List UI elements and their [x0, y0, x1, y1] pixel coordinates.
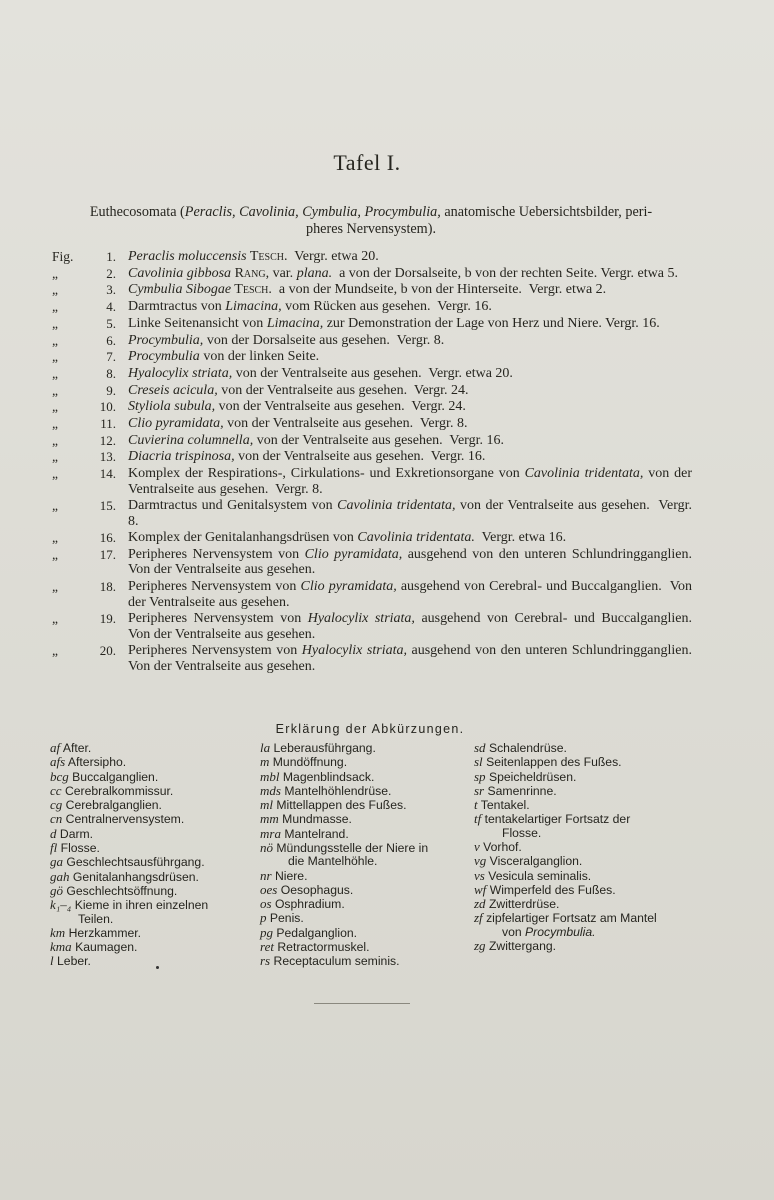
caption-text: von der Ventralseite aus gesehen. Vergr. 16.: [253, 432, 504, 448]
abbreviation-definition: Kieme in ihren einzelnen: [74, 898, 209, 913]
abbreviation-code: rs: [260, 953, 271, 969]
caption-text: von der Ventralseite aus gesehen. Vergr. 8.: [128, 466, 696, 497]
abbreviation-definition: Geschlechtsausführgang.: [66, 855, 205, 870]
figure-entry: [52, 399, 692, 414]
abbreviation-entry: [260, 926, 460, 940]
continuation-text: Teilen.: [78, 911, 114, 926]
abbreviation-code: m: [260, 754, 270, 770]
caption-text: Peripheres Nervensystem von: [128, 579, 301, 595]
figure-number: 12.: [99, 432, 116, 448]
caption-italic: Diacria trispinosa,: [128, 449, 235, 465]
caption-italic: Procymbulia: [128, 349, 200, 365]
abbreviations-column-1: [50, 741, 246, 969]
abbreviation-definition: Tentakel.: [480, 798, 530, 813]
figure-number: 17.: [99, 547, 116, 563]
abbreviation-code: nr: [260, 867, 272, 883]
abbreviation-code: zf: [474, 910, 483, 926]
figure-number: 1.: [106, 249, 116, 264]
abbreviation-entry: [474, 755, 686, 769]
abbreviation-code: mm: [260, 811, 279, 827]
abbreviations-column-2: [260, 741, 460, 969]
figure-entry: [52, 579, 696, 610]
figure-entry: [52, 547, 700, 578]
caption-italic: Procymbulia,: [128, 332, 204, 348]
abbreviation-definition: After.: [62, 741, 92, 755]
abbreviation-definition: Buccalganglien.: [72, 769, 159, 784]
caption-italic: plana.: [296, 265, 333, 281]
figure-number: 18.: [99, 579, 116, 595]
figure-number: 4.: [106, 299, 116, 315]
figure-caption: [118, 547, 700, 578]
caption-italic: Creseis acicula,: [128, 382, 218, 398]
abbreviation-entry: [260, 911, 460, 925]
abbreviation-entry: [50, 884, 246, 898]
abbreviation-definition: Oesophagus.: [280, 882, 354, 897]
abbreviation-entry: [260, 869, 460, 883]
figure-caption: [118, 530, 692, 545]
caption-author: Tesch.: [231, 282, 272, 298]
figure-lead: „: [52, 432, 58, 448]
abbreviation-code: l: [50, 953, 54, 969]
figure-entry: [52, 349, 692, 364]
caption-italic: Limacina,: [266, 315, 324, 331]
caption-italic: Cymbulia Sibogae: [128, 282, 232, 298]
print-speck: [156, 966, 159, 969]
caption-text: Linke Seitenansicht von: [128, 315, 267, 331]
figure-number: 11.: [100, 416, 116, 432]
abbreviation-definition: Leberausführgang.: [273, 741, 376, 755]
figure-caption: [118, 383, 692, 398]
abbreviation-code: gah: [50, 868, 70, 884]
figure-entry: [52, 249, 692, 264]
caption-text: a von der Dorsalseite, b von der rechten Seite. Vergr. etwa 5.: [332, 265, 678, 281]
caption-italic: Cavolinia tridentata,: [337, 498, 456, 514]
abbreviation-code: la: [260, 740, 271, 755]
figure-lead: „: [52, 611, 58, 627]
caption-text: ausgehend von Cerebral- und Buccalganglien. Von der Ventralseite aus gesehen.: [128, 611, 700, 642]
abbreviation-entry: [260, 954, 460, 968]
abbreviation-definition: Samenrinne.: [487, 783, 557, 798]
caption-author: Tesch.: [246, 249, 288, 264]
caption-text: Peripheres Nervensystem von: [128, 611, 308, 627]
caption-text: Peripheres Nervensystem von: [128, 547, 305, 563]
abbreviation-definition: Schalendrüse.: [488, 741, 567, 755]
abbreviation-code: nö: [260, 840, 273, 856]
abbreviation-code: kma: [50, 939, 72, 955]
caption-text: Komplex der Genitalanhangsdrüsen von: [128, 530, 358, 546]
abbreviation-code: v: [474, 838, 480, 854]
abbreviation-entry: [50, 827, 246, 841]
abbreviation-entry: [474, 897, 686, 911]
abbreviation-entry: [50, 870, 246, 884]
figure-number: 7.: [106, 349, 116, 365]
figure-entry: [52, 316, 692, 331]
plate-title: Tafel I.: [333, 150, 401, 175]
figure-entry: [52, 383, 692, 398]
abbreviation-code: gö: [50, 882, 63, 898]
caption-text: zur Demonstration der Lage von Herz und Niere. Vergr. 16.: [323, 315, 660, 331]
figure-caption: [118, 333, 692, 348]
caption-italic: Cavolinia tridentata.: [357, 530, 475, 546]
figure-lead: „: [52, 332, 58, 348]
caption-text: a von der Mundseite, b von der Hinterseite. Vergr. etwa 2.: [271, 282, 607, 298]
caption-text: var.: [269, 265, 297, 281]
abbreviation-definition: Seitenlappen des Fußes.: [486, 755, 622, 770]
figure-lead: „: [52, 349, 58, 365]
abbreviation-code: k₁–₄: [50, 897, 72, 913]
abbreviation-entry: [474, 840, 686, 854]
abbreviation-code: tf: [474, 811, 482, 827]
caption-italic: Peraclis moluccensis: [128, 249, 247, 264]
abbreviation-entry: [50, 855, 246, 869]
abbreviation-entry: [50, 755, 246, 769]
figure-number: 15.: [99, 498, 116, 514]
abbreviation-entry: [50, 798, 246, 812]
figure-lead: „: [52, 365, 58, 381]
figure-entry: [52, 333, 692, 348]
abbreviation-definition: zipfelartiger Fortsatz am Mantel: [486, 911, 657, 926]
abbreviation-entry: [50, 741, 246, 755]
caption-text: von der Ventralseite aus gesehen. Vergr. 16.: [234, 449, 486, 465]
abbreviation-entry: [260, 812, 460, 826]
abbreviation-definition: Retractormuskel.: [277, 940, 370, 955]
figure-entry: [52, 433, 692, 448]
abbreviation-code: sr: [474, 782, 485, 798]
abbreviation-entry: [474, 812, 686, 826]
caption-text: von der Ventralseite aus gesehen. Vergr. 8.: [128, 498, 696, 529]
abbreviation-definition: Pedalganglion.: [276, 925, 358, 940]
abbreviation-definition: tentakelartiger Fortsatz der: [484, 812, 631, 827]
abbreviation-definition: Mantelhöhlendrüse.: [284, 783, 392, 798]
abbreviation-entry: [474, 798, 686, 812]
caption-text: von der Dorsalseite aus gesehen. Vergr. 8.: [203, 332, 445, 348]
figure-caption: [118, 611, 700, 642]
abbreviation-definition: Genitalanhangsdrüsen.: [72, 869, 199, 884]
abbreviation-code: t: [474, 797, 478, 813]
caption-italic: Clio pyramidata,: [304, 547, 403, 563]
figure-lead: „: [52, 299, 58, 315]
abbreviation-entry: [474, 911, 686, 925]
abbreviation-entry: [50, 770, 246, 784]
figure-entry: [52, 466, 696, 497]
abbreviations-heading: Erklärung der Abkürzungen.: [275, 722, 465, 736]
abbreviation-entry: [50, 784, 246, 798]
caption-text: Darmtractus von: [128, 299, 226, 315]
abbreviation-code: cn: [50, 811, 63, 827]
figure-number: 20.: [99, 643, 116, 659]
abbreviation-code: mra: [260, 825, 281, 841]
figure-entry: [52, 299, 692, 314]
abbreviation-definition: Receptaculum seminis.: [273, 954, 400, 969]
abbreviation-continuation: [474, 827, 686, 840]
abbreviation-entry: [474, 854, 686, 868]
abbreviation-entry: [474, 741, 686, 755]
caption-italic: Styliola subula,: [128, 399, 216, 415]
abbreviation-code: fl: [50, 840, 58, 856]
abbreviation-definition: Zwittergang.: [488, 938, 557, 953]
figure-number: 2.: [106, 265, 116, 281]
abbreviation-code: zd: [474, 896, 486, 912]
figure-caption: [118, 449, 692, 464]
figure-caption: [118, 579, 696, 610]
caption-italic: Hyalocylix striata,: [301, 643, 407, 659]
figure-caption: [118, 299, 692, 314]
abbreviation-definition: Penis.: [269, 911, 304, 926]
abbreviation-code: afs: [50, 754, 66, 770]
plate-description: [56, 204, 686, 238]
intro-taxa: Peraclis, Cavolinia, Cymbulia, Procymbulia,: [184, 204, 441, 220]
abbreviation-definition: Mündungsstelle der Niere in: [276, 841, 429, 856]
abbreviation-entry: [260, 770, 460, 784]
figure-lead: „: [52, 498, 58, 514]
abbreviation-code: wf: [474, 881, 487, 897]
figure-caption: [118, 466, 696, 497]
figure-number: 8.: [106, 365, 116, 381]
abbreviation-definition: Osphradium.: [274, 897, 345, 912]
caption-italic: Hyalocylix striata,: [307, 611, 415, 627]
abbreviation-entry: [50, 841, 246, 855]
figure-number: 6.: [106, 332, 116, 348]
figure-lead: „: [52, 315, 58, 331]
abbreviation-entry: [260, 940, 460, 954]
caption-italic: Cavolinia gibbosa: [128, 265, 232, 281]
caption-italic: Clio pyramidata,: [128, 416, 224, 432]
figure-caption: [118, 266, 692, 281]
figure-number: 13.: [99, 449, 116, 465]
intro-lead: Euthecosomata (: [89, 204, 185, 220]
abbreviation-definition: Mantelrand.: [284, 826, 349, 841]
caption-text: von der Ventralseite aus gesehen. Vergr. 24.: [215, 399, 466, 415]
figure-lead: „: [52, 282, 58, 298]
abbreviation-code: oes: [260, 881, 278, 897]
abbreviation-entry: [50, 812, 246, 826]
caption-text: Darmtractus und Genitalsystem von: [128, 498, 338, 514]
figure-lead: „: [52, 643, 58, 659]
figure-entry: [52, 366, 692, 381]
caption-text: von der Ventralseite aus gesehen. Vergr. etwa 20.: [232, 365, 513, 381]
abbreviation-code: km: [50, 924, 66, 940]
caption-text: von der linken Seite.: [199, 349, 320, 365]
abbreviation-definition: Cerebralkommissur.: [64, 783, 174, 798]
abbreviation-code: ret: [260, 939, 274, 955]
abbreviation-entry: [474, 770, 686, 784]
figure-entry: [52, 611, 700, 642]
caption-text: vom Rücken aus gesehen. Vergr. 16.: [281, 299, 492, 315]
abbreviation-code: mbl: [260, 768, 280, 784]
caption-text: von der Ventralseite aus gesehen. Vergr. 8.: [223, 416, 468, 432]
figure-list: [52, 249, 700, 676]
caption-italic: Clio pyramidata,: [300, 579, 397, 595]
figure-caption: [118, 249, 692, 264]
abbreviation-entry: [260, 741, 460, 755]
abbreviation-entry: [260, 897, 460, 911]
abbreviation-entry: [50, 954, 246, 968]
figure-lead: Fig.: [52, 249, 74, 264]
abbreviation-entry: [260, 755, 460, 769]
caption-italic: Cuvierina columnella,: [128, 432, 254, 448]
abbreviation-code: p: [260, 910, 267, 926]
abbreviation-definition: Herzkammer.: [68, 925, 142, 940]
figure-number: 10.: [99, 399, 116, 415]
figure-entry: [52, 266, 692, 281]
abbreviation-code: sd: [474, 740, 486, 755]
figure-number: 14.: [99, 466, 116, 482]
abbreviation-entry: [260, 883, 460, 897]
figure-caption: [118, 416, 692, 431]
abbreviation-entry: [50, 926, 246, 940]
abbreviation-definition: Cerebralganglien.: [65, 798, 162, 813]
caption-text: ausgehend von den unteren Schlundringganglien. Von der Ventralseite aus gesehen.: [128, 547, 700, 578]
caption-italic: Limacina,: [225, 299, 282, 315]
figure-number: 9.: [106, 382, 116, 398]
intro-rest-2: pheres Nervensystem).: [305, 221, 436, 237]
abbreviation-code: sp: [474, 768, 486, 784]
figure-entry: [52, 449, 692, 464]
figure-entry: [52, 530, 692, 545]
abbreviation-code: cc: [50, 782, 62, 798]
figure-caption: [118, 316, 692, 331]
figure-number: 3.: [106, 282, 116, 298]
abbreviation-definition: Leber.: [57, 954, 91, 969]
figure-caption: [118, 643, 700, 674]
figure-lead: „: [52, 449, 58, 465]
abbreviation-entry: [260, 827, 460, 841]
abbreviation-code: vs: [474, 867, 485, 883]
figure-lead: „: [52, 416, 58, 432]
figure-number: 16.: [99, 530, 116, 546]
continuation-italic: Procymbulia.: [525, 924, 596, 939]
abbreviation-entry: [260, 841, 460, 855]
figure-lead: „: [52, 399, 58, 415]
abbreviation-code: ml: [260, 797, 273, 813]
figure-caption: [118, 498, 696, 529]
abbreviation-entry: [474, 869, 686, 883]
caption-italic: Cavolinia tridentata,: [524, 466, 644, 482]
abbreviation-code: bcg: [50, 768, 69, 784]
figure-lead: „: [52, 547, 58, 563]
abbreviation-definition: Wimperfeld des Fußes.: [489, 882, 616, 897]
caption-text: von der Ventralseite aus gesehen. Vergr. 24.: [217, 382, 469, 398]
caption-text: Peripheres Nervensystem von: [128, 643, 302, 659]
figure-lead: „: [52, 382, 58, 398]
figure-lead: „: [52, 466, 58, 482]
abbreviation-definition: Vesicula seminalis.: [488, 868, 592, 883]
abbreviation-continuation: [50, 913, 246, 926]
caption-text: Komplex der Respirations-, Cirkulations- und Exkretionsorgane von: [128, 466, 525, 482]
abbreviation-code: mds: [260, 782, 281, 798]
abbreviation-definition: Kaumagen.: [75, 940, 138, 955]
figure-number: 19.: [99, 611, 116, 627]
caption-author: Rang,: [231, 265, 270, 281]
abbreviation-code: d: [50, 825, 57, 841]
caption-text: Vergr. etwa 20.: [287, 249, 379, 264]
figure-lead: „: [52, 265, 58, 281]
abbreviation-definition: Magenblindsack.: [282, 769, 375, 784]
figure-caption: [118, 349, 692, 364]
figure-number: 5.: [106, 315, 116, 331]
figure-lead: „: [52, 530, 58, 546]
abbreviation-continuation: [474, 926, 686, 939]
abbreviation-code: sl: [474, 754, 483, 770]
abbreviations-column-3: [474, 741, 686, 953]
abbreviation-entry: [474, 784, 686, 798]
divider-rule: [314, 1003, 410, 1004]
abbreviation-definition: Zwitterdrüse.: [488, 897, 560, 912]
abbreviation-code: vg: [474, 853, 487, 869]
abbreviation-entry: [50, 940, 246, 954]
abbreviation-entry: [474, 883, 686, 897]
abbreviation-continuation: [260, 855, 460, 868]
intro-rest-1: anatomische Uebersichtsbilder, peri-: [440, 204, 653, 220]
abbreviation-definition: Flosse.: [60, 841, 100, 856]
abbreviation-definition: Mundmasse.: [282, 812, 352, 827]
caption-text: Vergr. etwa 16.: [474, 530, 567, 546]
figure-caption: [118, 282, 692, 297]
figure-caption: [118, 433, 692, 448]
abbreviation-definition: Vorhof.: [483, 839, 522, 854]
continuation-text: die Mantelhöhle.: [288, 854, 378, 869]
abbreviation-definition: Aftersipho.: [67, 755, 127, 770]
abbreviation-code: pg: [260, 924, 273, 940]
abbreviation-definition: Niere.: [274, 868, 308, 883]
figure-entry: [52, 498, 696, 529]
abbreviation-code: ga: [50, 854, 63, 870]
figure-lead: „: [52, 579, 58, 595]
abbreviation-definition: Mundöffnung.: [272, 755, 348, 770]
figure-entry: [52, 643, 700, 674]
caption-text: ausgehend von den unteren Schlundringganglien. Von der Ventralseite aus gesehen.: [128, 643, 700, 674]
abbreviation-entry: [260, 798, 460, 812]
caption-text: ausgehend von Cerebral- und Buccalganglien. Von der Ventralseite aus gesehen.: [128, 579, 696, 610]
abbreviation-entry: [50, 898, 246, 912]
continuation-text: von: [502, 924, 526, 939]
figure-caption: [118, 366, 692, 381]
abbreviation-code: zg: [474, 937, 486, 953]
abbreviation-entry: [260, 784, 460, 798]
abbreviation-code: cg: [50, 797, 63, 813]
abbreviation-definition: Geschlechtsöffnung.: [66, 883, 178, 898]
abbreviation-code: os: [260, 896, 272, 912]
figure-entry: [52, 282, 692, 297]
abbreviation-definition: Centralnervensystem.: [65, 812, 185, 827]
abbreviation-code: af: [50, 740, 61, 755]
figure-entry: [52, 416, 692, 431]
abbreviation-definition: Speicheldrüsen.: [488, 769, 577, 784]
abbreviation-definition: Mittellappen des Fußes.: [276, 798, 407, 813]
abbreviation-definition: Darm.: [59, 826, 94, 841]
continuation-text: Flosse.: [502, 825, 542, 840]
abbreviation-definition: Visceralganglion.: [489, 854, 583, 869]
caption-italic: Hyalocylix striata,: [128, 365, 233, 381]
abbreviation-entry: [474, 939, 686, 953]
figure-caption: [118, 399, 692, 414]
